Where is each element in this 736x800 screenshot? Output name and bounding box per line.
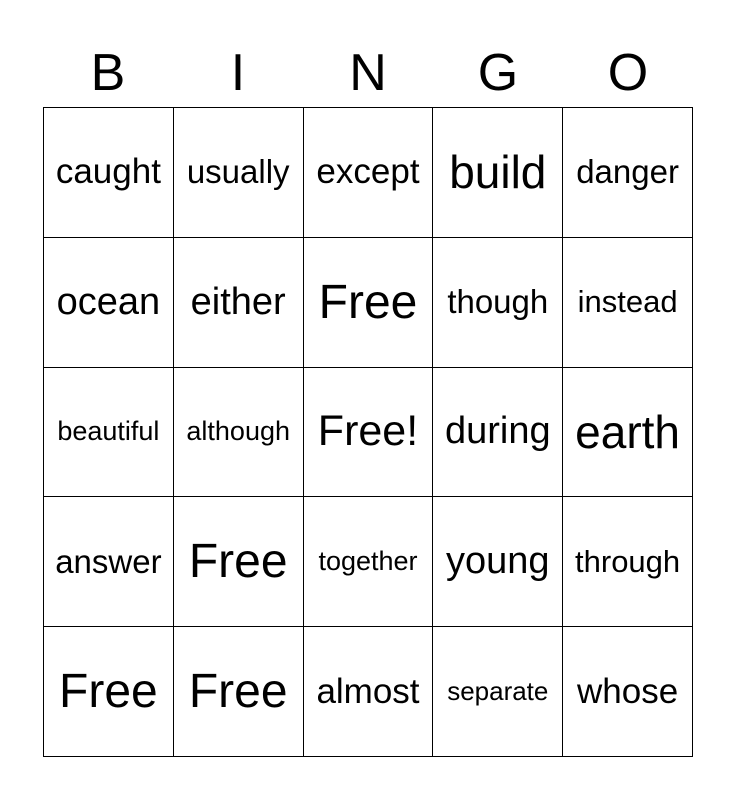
bingo-cell: separate: [433, 627, 563, 757]
bingo-cell: earth: [563, 368, 693, 498]
header-letter-g: G: [477, 44, 519, 102]
bingo-cell: almost: [304, 627, 434, 757]
bingo-cell: build: [433, 108, 563, 238]
bingo-cell: danger: [563, 108, 693, 238]
bingo-cell: through: [563, 497, 693, 627]
bingo-cell: beautiful: [44, 368, 174, 498]
bingo-cell: Free!: [304, 368, 434, 498]
bingo-cell: during: [433, 368, 563, 498]
bingo-cell: Free: [304, 238, 434, 368]
header-letter-i: I: [230, 44, 246, 102]
header-letter-o: O: [607, 44, 649, 102]
bingo-cell: Free: [174, 627, 304, 757]
bingo-cell: answer: [44, 497, 174, 627]
bingo-cell: though: [433, 238, 563, 368]
bingo-cell: although: [174, 368, 304, 498]
bingo-cell: Free: [44, 627, 174, 757]
bingo-cell: Free: [174, 497, 304, 627]
header-letter-n: N: [349, 44, 387, 102]
bingo-header: [43, 40, 693, 106]
bingo-cell: either: [174, 238, 304, 368]
bingo-cell: except: [304, 108, 434, 238]
header-letter-b: B: [90, 44, 126, 102]
bingo-cell: caught: [44, 108, 174, 238]
bingo-cell: young: [433, 497, 563, 627]
bingo-board: [43, 107, 693, 757]
bingo-cell: usually: [174, 108, 304, 238]
bingo-cell: ocean: [44, 238, 174, 368]
bingo-cell: whose: [563, 627, 693, 757]
bingo-cell: together: [304, 497, 434, 627]
bingo-cell: instead: [563, 238, 693, 368]
